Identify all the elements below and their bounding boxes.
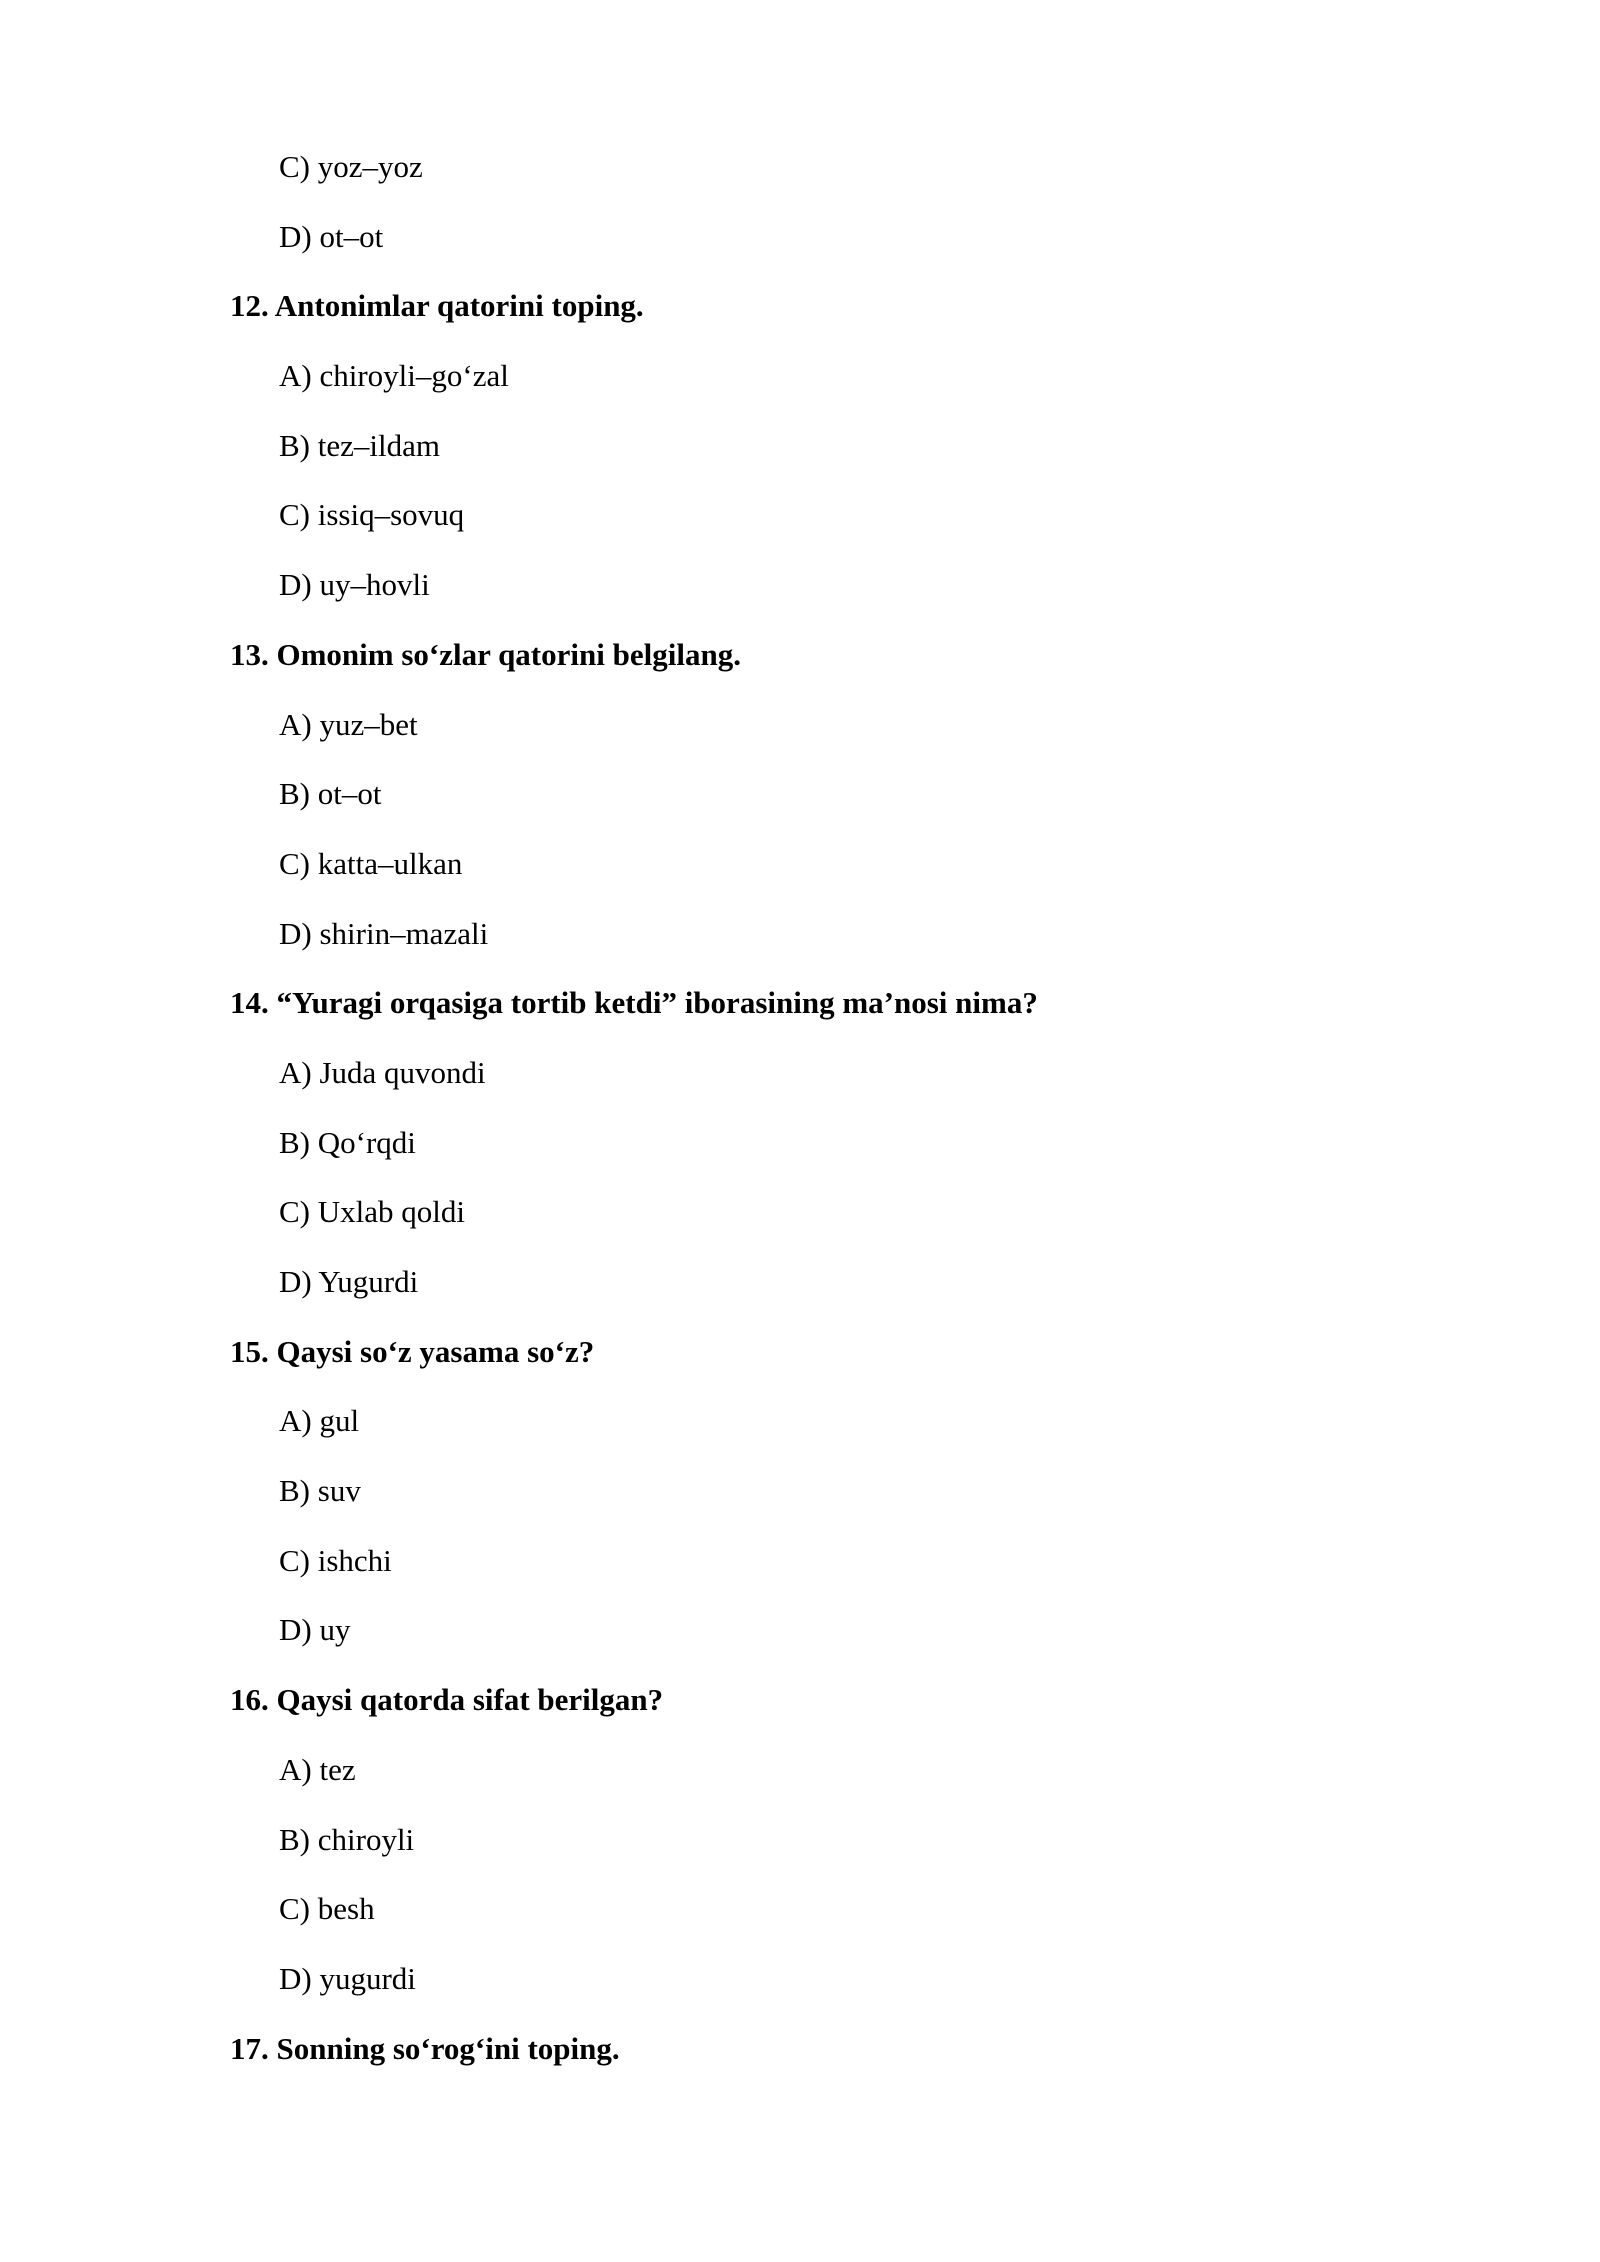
answer-option-a: A) yuz–bet [279,706,418,742]
answer-option-c: C) besh [279,1891,375,1927]
answer-option-b: B) suv [279,1473,361,1509]
answer-option-a: A) tez [279,1751,356,1787]
question-15: 15. Qaysi so‘z yasama so‘z? [230,1333,595,1369]
answer-option-c: C) issiq–sovuq [279,497,465,533]
answer-option-d: D) ot–ot [279,218,384,254]
question-14: 14. “Yuragi orqasiga tortib ketdi” iborasining ma’nosi nima? [230,985,1038,1021]
answer-option-c: C) Uxlab qoldi [279,1194,465,1230]
question-13: 13. Omonim so‘zlar qatorini belgilang. [230,636,741,672]
answer-option-a: A) gul [279,1403,360,1439]
question-17: 17. Sonning so‘rog‘ini toping. [230,2030,620,2066]
answer-option-d: D) uy [279,1612,351,1648]
answer-option-b: B) Qo‘rqdi [279,1124,416,1160]
answer-option-b: B) tez–ildam [279,427,440,463]
question-16: 16. Qaysi qatorda sifat berilgan? [230,1682,664,1718]
answer-option-c: C) katta–ulkan [279,845,463,881]
answer-option-b: B) ot–ot [279,776,382,812]
question-list [230,146,1490,2097]
answer-option-d: D) yugurdi [279,1960,416,1996]
answer-option-d: D) shirin–mazali [279,915,489,951]
answer-option-b: B) chiroyli [279,1821,415,1857]
answer-option-d: D) Yugurdi [279,1264,419,1299]
answer-option-c: C) yoz–yoz [279,149,423,184]
answer-option-a: A) chiroyli–go‘zal [279,358,509,394]
answer-option-c: C) ishchi [279,1542,392,1578]
answer-option-a: A) Juda quvondi [279,1054,486,1090]
question-12: 12. Antonimlar qatorini toping. [230,288,644,324]
answer-option-d: D) uy–hovli [279,567,430,603]
